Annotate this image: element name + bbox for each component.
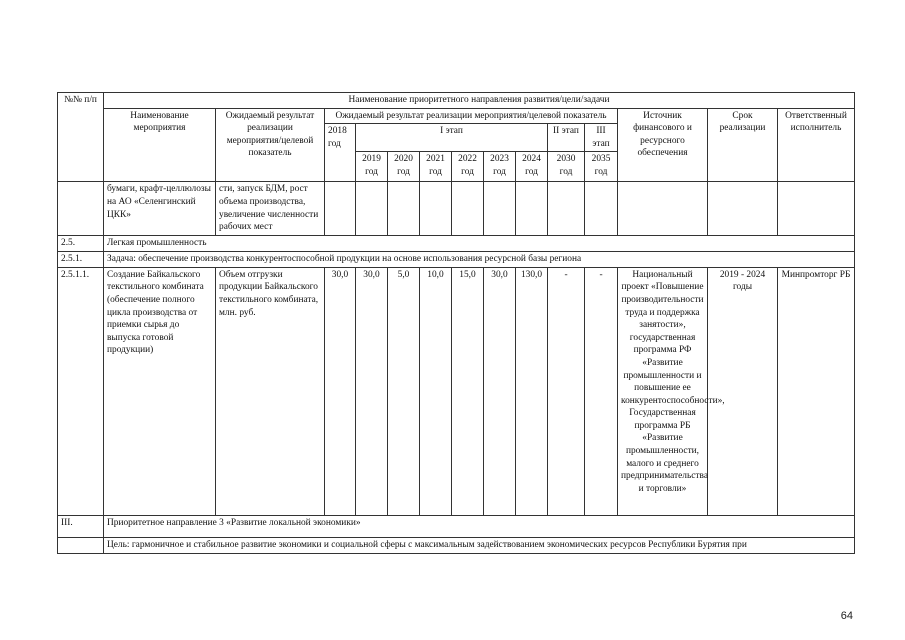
header-expected-indicator: Ожидаемый результат реализации мероприятия/целевой показатель: [325, 108, 618, 124]
plan-table: [57, 92, 855, 554]
row-num: 2.5.: [58, 235, 104, 251]
section-title: Приоритетное направление 3 «Развитие локальной экономики»: [104, 515, 855, 537]
value-2024: 130,0: [516, 267, 548, 515]
term: 2019 - 2024 годы: [708, 267, 778, 515]
measure-result: Объем отгрузки продукции Байкальского текстильного комбината, млн. руб.: [216, 267, 325, 515]
header-2021: 2021 год: [420, 152, 452, 182]
goal-text: Цель: гармоничное и стабильное развитие экономики и социальной сферы с максимальным задействованием экономических ресурсов Республики Бурятия при: [104, 537, 855, 553]
value-2018: 30,0: [325, 267, 356, 515]
page-number: 64: [840, 610, 853, 622]
header-expected-measure: Ожидаемый результат реализации мероприятия/целевой показатель: [216, 108, 325, 182]
value-2023: 30,0: [484, 267, 516, 515]
task-row: [58, 251, 855, 267]
section-row: [58, 235, 855, 251]
header-stage-3: III этап: [585, 124, 618, 152]
measure-name: Создание Байкальского текстильного комбината (обеспечение полного цикла производства от приемки сырья до выпуска готовой продукции): [104, 267, 216, 515]
section-row: [58, 515, 855, 537]
value-2030: -: [548, 267, 585, 515]
table-row: [58, 267, 855, 515]
value-2020: 5,0: [388, 267, 420, 515]
header-num: №№ п/п: [58, 93, 104, 182]
value-2021: 10,0: [420, 267, 452, 515]
header-responsible: Ответственный исполнитель: [778, 108, 855, 182]
measure-name: бумаги, крафт-целлюлозы на АО «Селенгинский ЦКК»: [104, 182, 216, 235]
header-2030: 2030 год: [548, 152, 585, 182]
responsible: Минпромторг РБ: [778, 267, 855, 515]
row-num: 2.5.1.1.: [58, 267, 104, 515]
header-source: Источник финансового и ресурсного обеспечения: [618, 108, 708, 182]
header-2018: 2018 год: [325, 124, 356, 182]
header-term: Срок реализации: [708, 108, 778, 182]
header-row-1: [58, 93, 855, 109]
header-2019: 2019 год: [356, 152, 388, 182]
header-measure-name: Наименование мероприятия: [104, 108, 216, 182]
measure-result: сти, запуск БДМ, рост объема производства, увеличение численности рабочих мест: [216, 182, 325, 235]
header-2023: 2023 год: [484, 152, 516, 182]
header-priority-name: Наименование приоритетного направления развития/цели/задачи: [104, 93, 855, 109]
value-2022: 15,0: [452, 267, 484, 515]
row-num: III.: [58, 515, 104, 537]
header-stage-1: I этап: [356, 124, 548, 152]
goal-row: [58, 537, 855, 553]
table-row: [58, 182, 855, 235]
header-stage-2: II этап: [548, 124, 585, 152]
header-2020: 2020 год: [388, 152, 420, 182]
header-2035: 2035 год: [585, 152, 618, 182]
funding-source: Национальный проект «Повышение производительности труда и поддержка занятости», государственная программа РФ «Развитие промышленности и повышение ее конкурентоспособности», Государственная программа РБ «Развитие промышленности, малого и среднего предпринимательства и торговли»: [618, 267, 708, 515]
value-2035: -: [585, 267, 618, 515]
header-2024: 2024 год: [516, 152, 548, 182]
value-2019: 30,0: [356, 267, 388, 515]
section-title: Легкая промышленность: [104, 235, 855, 251]
header-row-2: [58, 108, 855, 124]
header-2022: 2022 год: [452, 152, 484, 182]
task-title: Задача: обеспечение производства конкурентоспособной продукции на основе использования ресурсной базы региона: [104, 251, 855, 267]
row-num: 2.5.1.: [58, 251, 104, 267]
